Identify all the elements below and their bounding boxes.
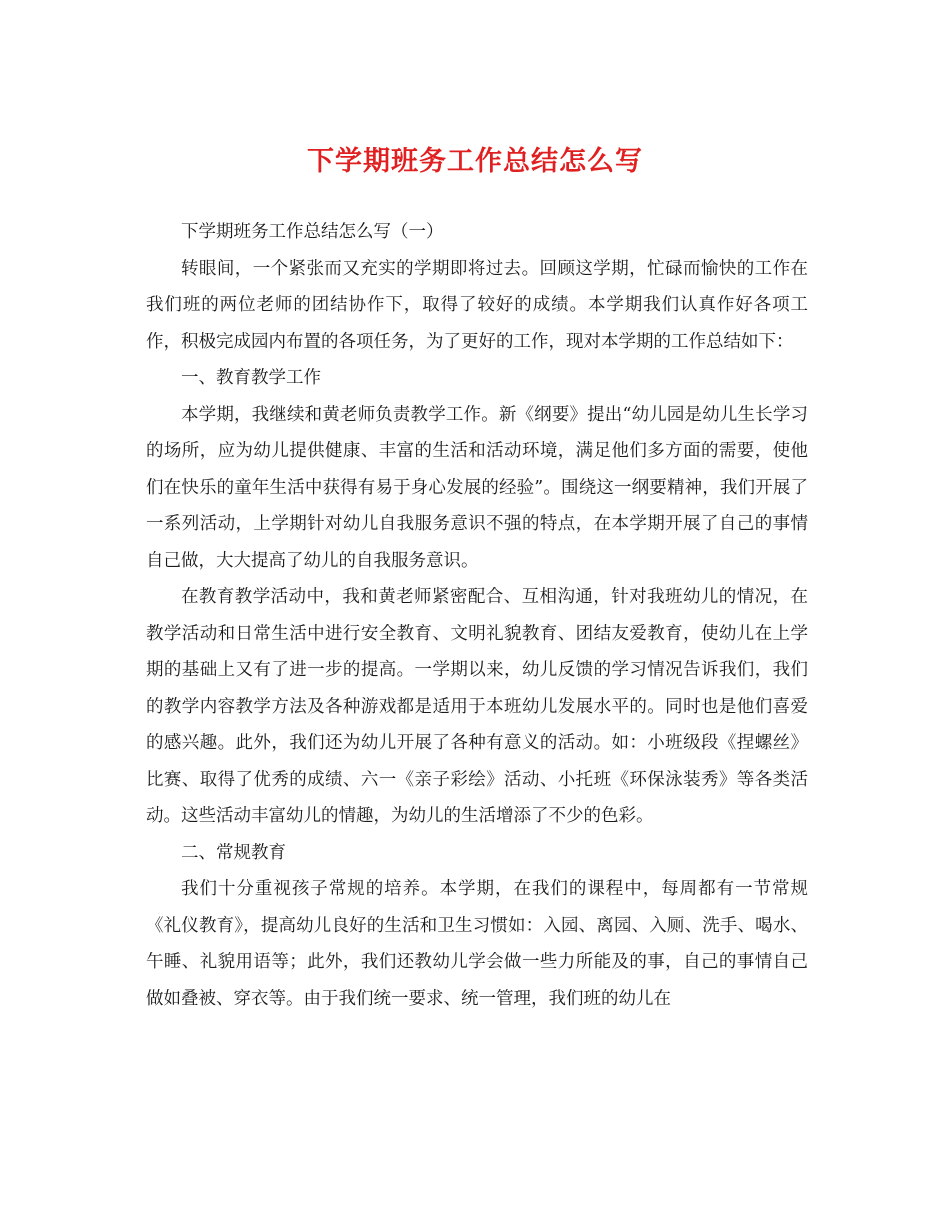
document-body <box>146 214 808 1017</box>
paragraph-intro: 转眼间，一个紧张而又充实的学期即将过去。回顾这学期，忙碌而愉快的工作在我们班的两位老师的团结协作下，取得了较好的成绩。本学期我们认真作好各项工作，积极完成园内布置的各项任务，为了更好的工作，现对本学期的工作总结如下： <box>146 258 808 352</box>
paragraph-teaching-1: 本学期，我继续和黄老师负责教学工作。新《纲要》提出“幼儿园是幼儿生长学习的场所，应为幼儿提供健康、丰富的生活和活动环境，满足他们多方面的需要，使他们在快乐的童年生活中获得有易于身心发展的经验”。围绕这一纲要精神，我们开展了一系列活动，上学期针对幼儿自我服务意识不强的特点，在本学期开展了自己的事情自己做，大大提高了幼儿的自我服务意识。 <box>146 404 808 571</box>
section-heading-teaching: 一、教育教学工作 <box>181 368 321 388</box>
document-title: 下学期班务工作总结怎么写 <box>307 146 643 177</box>
paragraph-routine-1: 我们十分重视孩子常规的培养。本学期，在我们的课程中，每周都有一节常规《礼仪教育》，提高幼儿良好的生活和卫生习惯如：入园、离园、入厕、洗手、喝水、午睡、礼貌用语等；此外，我们还教幼儿学会做一些力所能及的事，自己的事情自己做如叠被、穿衣等。由于我们统一要求、统一管理，我们班的幼儿在 <box>146 879 808 1009</box>
section-heading-routine: 二、常规教育 <box>181 842 286 863</box>
paragraph-subtitle: 下学期班务工作总结怎么写（一） <box>181 222 444 242</box>
paragraph-teaching-2: 在教育教学活动中，我和黄老师紧密配合、互相沟通，针对我班幼儿的情况，在教学活动和日常生活中进行安全教育、文明礼貌教育、团结友爱教育，使幼儿在上学期的基础上又有了进一步的提高。一学期以来，幼儿反馈的学习情况告诉我们，我们的教学内容教学方法及各种游戏都是适用于本班幼儿发展水平的。同时也是他们喜爱的感兴趣。此外，我们还为幼儿开展了各种有意义的活动。如：小班级段《捏螺丝》比赛、取得了优秀的成绩、六一《亲子彩绘》活动、小托班《环保泳装秀》等各类活动。这些活动丰富幼儿的情趣，为幼儿的生活增添了不少的色彩。 <box>146 587 808 826</box>
